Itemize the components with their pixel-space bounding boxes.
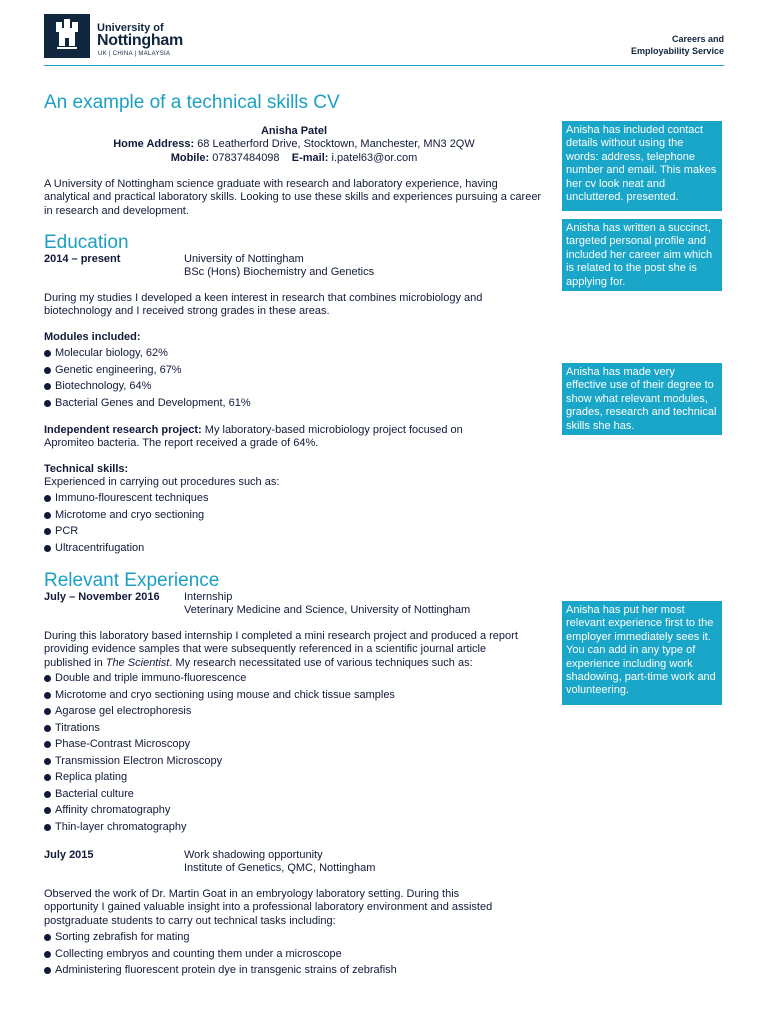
address-value: 68 Leatherford Drive, Stocktown, Manchester, MN3 2QW [197,138,475,151]
personal-profile: A University of Nottingham science graduate with research and laboratory experience, having analytical and practical laboratory skills. Looking to use these skills and experiences pursuing a career in research and development. [44,178,542,217]
modules-list [44,345,524,411]
technical-skills-intro: Experienced in carrying out procedures such as: [44,476,280,488]
project-text: My laboratory-based microbiology project focused on Apromiteo bacteria. The report received a grade of 64%. [44,424,463,450]
list-item: Phase-Contrast Microscopy [44,736,544,753]
document-title: An example of a technical skills CV [44,92,340,113]
list-item: PCR [44,523,524,540]
job2-description: Observed the work of Dr. Martin Goat in an embryology laboratory setting. During this opportunity I gained valuable insight into a professional laboratory environment and assisted postgraduate students to carry out technical tasks including: [44,888,493,927]
job2-role: Work shadowing opportunity [184,849,323,861]
job2-tasks-list [44,929,544,979]
education-summary: During my studies I developed a keen interest in research that combines microbiology and biotechnology and I received strong grades in these areas. [44,292,483,318]
education-degree: BSc (Hons) Biochemistry and Genetics [184,266,375,278]
list-item: Affinity chromatography [44,802,544,819]
university-crest-logo [44,14,90,58]
education-heading: Education [44,232,129,253]
list-item: Biotechnology, 64% [44,378,524,395]
list-item: Sorting zebrafish for mating [44,929,544,946]
logo-line-1: University of [97,22,164,34]
list-item: Titrations [44,720,544,737]
job2-dates: July 2015 [44,849,94,861]
castle-crest-icon [44,14,90,58]
list-item: Agarose gel electrophoresis [44,703,544,720]
list-item: Microtome and cryo sectioning using mouse and chick tissue samples [44,687,544,704]
journal-name: The Scientist [105,656,170,669]
annotation-relevant-experience: Anisha has put her most relevant experience first to the employer immediately sees it. You can add in any type of experience including work shadowing, part-time work and volunteering. [562,601,722,705]
email-value: i.patel63@or.com [331,151,418,164]
service-line-2: Employability Service [630,46,724,56]
list-item: Double and triple immuno-fluorescence [44,670,544,687]
job1-organisation: Veterinary Medicine and Science, University of Nottingham [184,604,471,616]
list-item: Transmission Electron Microscopy [44,753,544,770]
address-label: Home Address: [113,138,195,151]
job1-desc-part2: . My research necessitated use of various techniques such as: [169,656,473,669]
list-item: Collecting embryos and counting them under a microscope [44,946,544,963]
technical-skills-label: Technical skills: [44,463,129,475]
contact-block [44,125,544,165]
header-divider [44,65,724,66]
job1-techniques-list [44,670,544,835]
modules-label: Modules included: [44,331,141,343]
job2-organisation: Institute of Genetics, QMC, Nottingham [184,862,376,874]
technical-skills-list [44,490,524,556]
education-dates: 2014 – present [44,253,121,265]
list-item: Thin-layer chromatography [44,819,544,836]
project-label: Independent research project: [44,424,202,436]
job1-description [44,630,526,670]
experience-heading: Relevant Experience [44,570,220,591]
logo-campuses: UK | CHINA | MALAYSIA [98,51,171,57]
list-item: Immuno-flourescent techniques [44,490,524,507]
logo-university-name: Nottingham [97,32,183,49]
list-item: Microtome and cryo sectioning [44,507,524,524]
list-item: Administering fluorescent protein dye in transgenic strains of zebrafish [44,962,544,979]
address-line [44,138,544,151]
education-institution: University of Nottingham [184,253,304,265]
mobile-label: Mobile: [170,151,210,164]
job1-role: Internship [184,591,233,603]
list-item: Bacterial Genes and Development, 61% [44,395,524,412]
service-name [631,33,724,57]
list-item: Replica plating [44,769,544,786]
email-label: E-mail: [291,151,329,164]
annotation-degree-use: Anisha has made very effective use of their degree to show what relevant modules, grades, research and technical skills she has. [562,363,722,435]
annotation-contact-details: Anisha has included contact details without using the words: address, telephone number and email. This makes her cv look neat and uncluttered. presented. [562,121,722,211]
job1-dates: July – November 2016 [44,591,160,603]
mobile-value: 07837484098 [212,151,280,164]
service-line-1: Careers and [671,34,724,44]
annotation-personal-profile: Anisha has written a succinct, targeted personal profile and included her career aim which is related to the post she is applying for. [562,219,722,291]
list-item: Genetic engineering, 67% [44,362,524,379]
job1-desc-part1: During this laboratory based internship I completed a mini research project and produced a report providing evidence samples that were subsequently referenced in a scientific journal article published in [44,630,518,669]
list-item: Bacterial culture [44,786,544,803]
research-project [44,424,504,451]
phone-email-line [44,152,544,165]
list-item: Molecular biology, 62% [44,345,524,362]
candidate-name: Anisha Patel [260,125,328,137]
list-item: Ultracentrifugation [44,540,524,557]
